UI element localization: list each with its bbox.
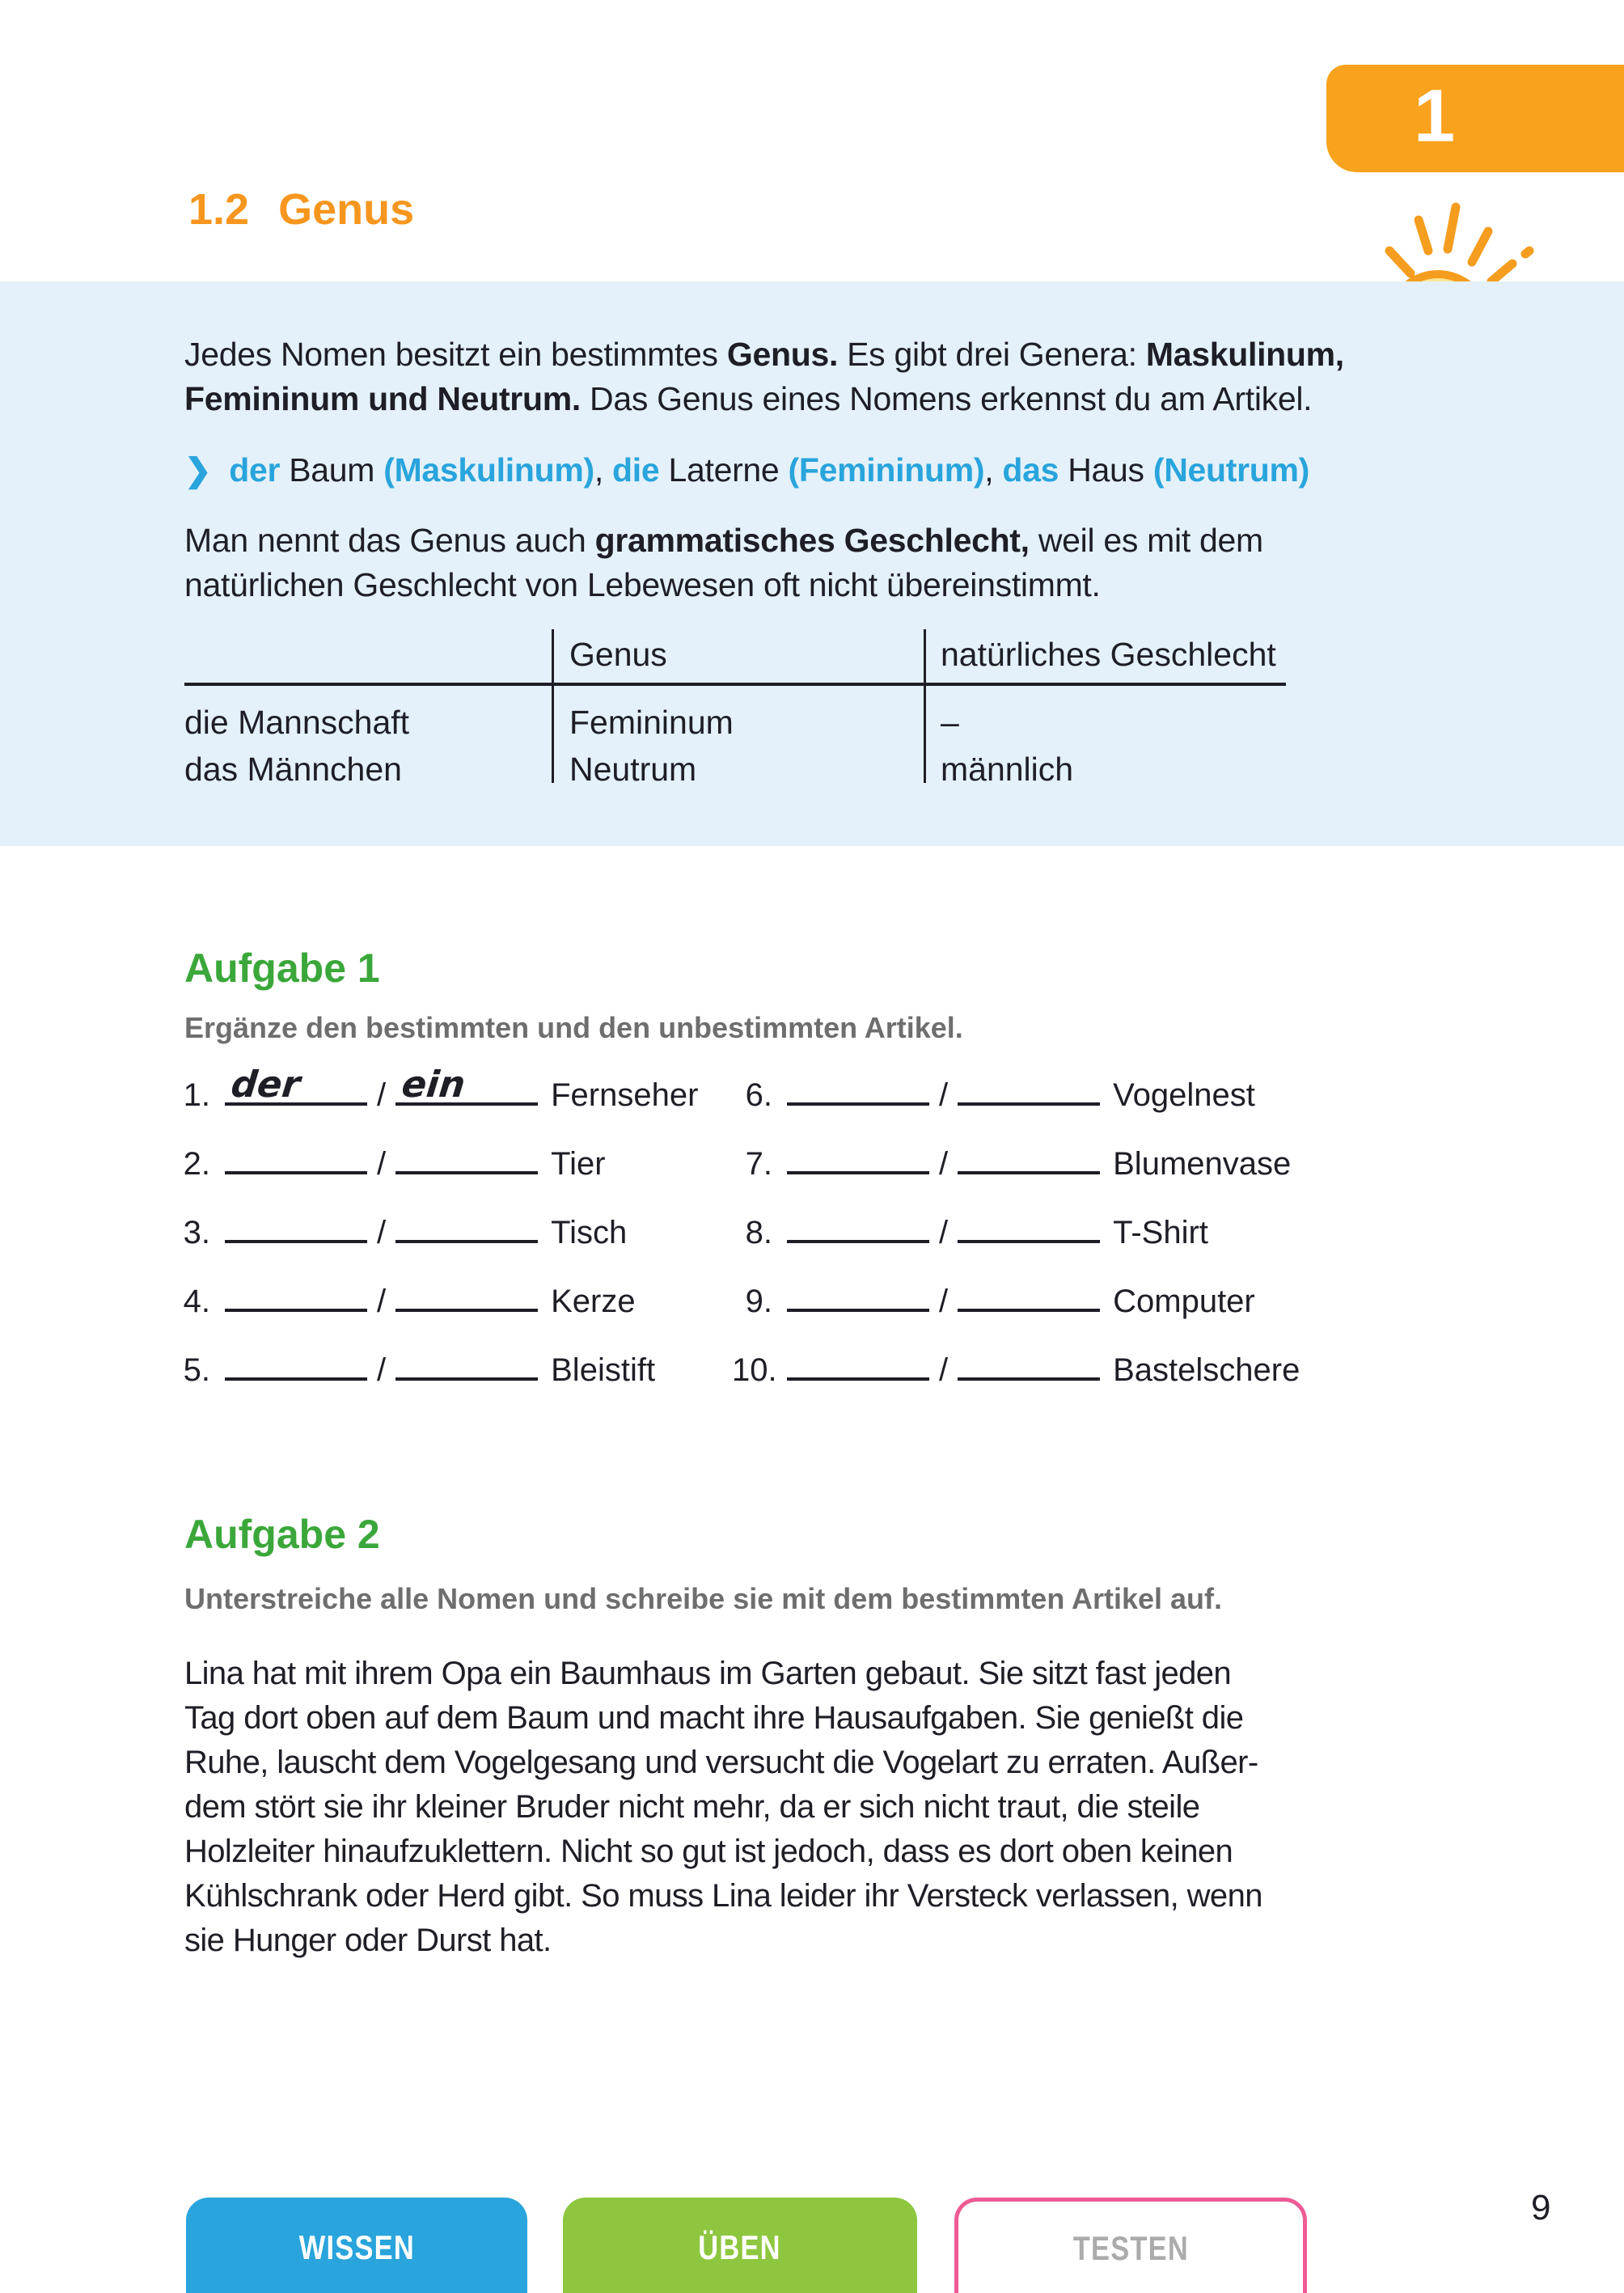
table-column-divider	[924, 629, 926, 783]
genus-maskulinum: (Maskulinum)	[383, 451, 594, 489]
story-line: sie Hunger oder Durst hat.	[184, 1923, 552, 1958]
answer-blank-indefinite[interactable]	[395, 1371, 538, 1381]
intro-line-2	[184, 377, 1344, 421]
answer-blank-definite[interactable]	[225, 1302, 367, 1312]
item-word: Fernseher	[551, 1077, 699, 1113]
exercise2-title: Aufgabe 2	[184, 1512, 380, 1557]
table-header-rule	[184, 683, 1286, 686]
exercise1-left-column	[170, 1063, 699, 1421]
handwritten-answer: der	[229, 1063, 302, 1106]
item-number: 9.	[745, 1284, 772, 1319]
section-title: Genus	[278, 185, 415, 234]
exercise-row	[170, 1284, 698, 1352]
story-line: Ruhe, lauscht dem Vogelgesang und versucht die Vogelart zu erraten. Außer-	[184, 1745, 1258, 1780]
answer-blank-indefinite[interactable]	[958, 1233, 1100, 1243]
item-word: Tier	[551, 1146, 606, 1182]
text-segment: Das Genus eines Nomens erkennst du am Artikel.	[580, 380, 1313, 417]
item-number: 2.	[183, 1146, 210, 1182]
genus-explanation-paragraph	[184, 518, 1263, 607]
answer-blank-definite[interactable]	[787, 1096, 929, 1106]
slash-separator: /	[939, 1077, 949, 1113]
text-segment-bold: grammatisches Geschlecht,	[594, 522, 1030, 559]
table-cell: Femininum	[569, 704, 734, 741]
text-segment: Haus	[1059, 451, 1153, 489]
answer-blank-indefinite[interactable]	[958, 1302, 1100, 1312]
answer-blank-indefinite[interactable]	[958, 1371, 1100, 1381]
exercise1-instruction: Ergänze den bestimmten und den unbestimmten Artikel.	[184, 1011, 963, 1044]
text-segment: Laterne	[659, 451, 789, 489]
slash-separator: /	[377, 1352, 387, 1388]
exercise-row	[170, 1063, 699, 1146]
answer-blank-definite[interactable]	[225, 1233, 367, 1243]
slash-separator: /	[939, 1146, 949, 1182]
story-line: Lina hat mit ihrem Opa ein Baumhaus im Garten gebaut. Sie sitzt fast jeden	[184, 1656, 1232, 1691]
table-cell: die Mannschaft	[184, 704, 410, 741]
item-word: Bleistift	[551, 1352, 656, 1388]
tab-testen-label: TESTEN	[1072, 2229, 1189, 2267]
table-cell: Neutrum	[569, 751, 697, 788]
handwritten-answer: ein	[400, 1063, 467, 1106]
item-word: Vogelnest	[1113, 1077, 1255, 1113]
explanation-line-1	[184, 518, 1263, 563]
item-number: 3.	[183, 1215, 210, 1250]
exercise-row	[732, 1077, 1300, 1146]
chapter-number-tab	[1326, 65, 1624, 172]
text-segment: ,	[594, 451, 613, 489]
exercise-row	[170, 1352, 698, 1421]
story-line: Holzleiter hinaufzuklettern. Nicht so gut ist jedoch, dass es dort oben keinen	[184, 1834, 1233, 1869]
tab-ueben[interactable]	[563, 2198, 917, 2293]
exercise-row	[170, 1146, 698, 1215]
table-cell: –	[941, 704, 959, 741]
exercise-row	[732, 1146, 1300, 1215]
slash-separator: /	[939, 1352, 949, 1388]
section-heading	[188, 184, 414, 235]
item-number: 6.	[745, 1077, 772, 1113]
answer-blank-indefinite[interactable]	[395, 1302, 538, 1312]
exercise-row	[732, 1284, 1300, 1352]
text-segment-bold: Femininum und Neutrum.	[184, 380, 581, 417]
exercise1-right-column	[732, 1077, 1300, 1421]
slash-separator: /	[377, 1146, 387, 1182]
slash-separator: /	[939, 1284, 949, 1319]
text-segment: Man nennt das Genus auch	[184, 522, 595, 559]
tab-wissen-label: WISSEN	[298, 2228, 415, 2266]
explanation-line-2: natürlichen Geschlecht von Lebewesen oft nicht übereinstimmt.	[184, 566, 1101, 603]
example-line	[184, 448, 1309, 493]
text-segment: Es gibt drei Genera:	[838, 336, 1146, 373]
chevron-bullet-icon: ❯	[184, 453, 212, 489]
text-segment: weil es mit dem	[1029, 522, 1263, 559]
answer-blank-indefinite[interactable]	[958, 1165, 1100, 1174]
story-line: dem stört sie ihr kleiner Bruder nicht mehr, da er sich nicht traut, die steile	[184, 1789, 1200, 1825]
page-number: 9	[1531, 2188, 1551, 2227]
slash-separator: /	[377, 1215, 387, 1250]
answer-blank-indefinite[interactable]	[395, 1165, 538, 1174]
item-word: Computer	[1113, 1284, 1255, 1319]
exercise-row	[732, 1352, 1300, 1421]
text-segment: Jedes Nomen besitzt ein bestimmtes	[184, 336, 727, 373]
answer-blank-definite[interactable]	[787, 1233, 929, 1243]
answer-blank-definite[interactable]	[225, 1063, 367, 1106]
genus-neutrum: (Neutrum)	[1152, 451, 1310, 489]
item-word: Bastelschere	[1113, 1352, 1300, 1388]
genus-femininum: (Femininum)	[788, 451, 985, 489]
article-der: der	[229, 451, 281, 489]
tab-testen[interactable]	[954, 2198, 1307, 2293]
item-number: 7.	[745, 1146, 772, 1182]
intro-paragraph	[184, 332, 1344, 421]
tab-wissen[interactable]	[186, 2198, 527, 2293]
table-column-divider	[552, 629, 554, 783]
table-cell: das Männchen	[184, 751, 402, 788]
item-word: Kerze	[551, 1284, 636, 1319]
section-number: 1.2	[188, 185, 250, 234]
exercise1-title: Aufgabe 1	[184, 946, 380, 991]
slash-separator: /	[377, 1284, 387, 1319]
text-segment-bold: Genus.	[726, 336, 839, 373]
item-number: 10.	[732, 1352, 777, 1388]
tab-ueben-label: ÜBEN	[698, 2228, 782, 2266]
exercise-row	[732, 1215, 1300, 1284]
item-word: Blumenvase	[1113, 1146, 1292, 1182]
answer-blank-definite[interactable]	[787, 1371, 929, 1381]
slash-separator: /	[377, 1077, 387, 1113]
genus-table	[184, 629, 1286, 788]
grammar-info-box	[0, 281, 1624, 846]
answer-blank-indefinite[interactable]	[395, 1233, 538, 1243]
answer-blank-definite[interactable]	[787, 1165, 929, 1174]
item-number: 1.	[183, 1077, 210, 1113]
item-number: 4.	[183, 1284, 210, 1319]
answer-blank-definite[interactable]	[787, 1302, 929, 1312]
table-header-natural-gender: natürliches Geschlecht	[941, 636, 1276, 673]
answer-blank-definite[interactable]	[225, 1165, 367, 1174]
item-number: 5.	[183, 1352, 210, 1388]
slash-separator: /	[939, 1215, 949, 1250]
item-number: 8.	[745, 1215, 772, 1250]
exercise2-text	[184, 1652, 1262, 1963]
article-die: die	[612, 451, 660, 489]
intro-line-1	[184, 332, 1344, 377]
table-header-genus: Genus	[569, 636, 667, 673]
table-cell: männlich	[941, 751, 1074, 788]
answer-blank-definite[interactable]	[225, 1371, 367, 1381]
answer-blank-indefinite[interactable]	[958, 1096, 1100, 1106]
text-segment: ,	[984, 451, 1003, 489]
exercise2-instruction: Unterstreiche alle Nomen und schreibe sie mit dem bestimmten Artikel auf.	[184, 1582, 1223, 1615]
story-line: Tag dort oben auf dem Baum und macht ihre Hausaufgaben. Sie genießt die	[184, 1700, 1244, 1736]
item-word: Tisch	[551, 1215, 628, 1250]
item-word: T-Shirt	[1113, 1215, 1208, 1250]
text-segment: Baum	[280, 451, 384, 489]
story-line: Kühlschrank oder Herd gibt. So muss Lina leider ihr Versteck verlassen, wenn	[184, 1878, 1262, 1914]
article-das: das	[1002, 451, 1059, 489]
answer-blank-indefinite[interactable]	[395, 1063, 538, 1106]
exercise-row	[170, 1215, 698, 1284]
text-segment-bold: Maskulinum,	[1145, 336, 1344, 373]
chapter-number: 1	[1414, 74, 1456, 157]
